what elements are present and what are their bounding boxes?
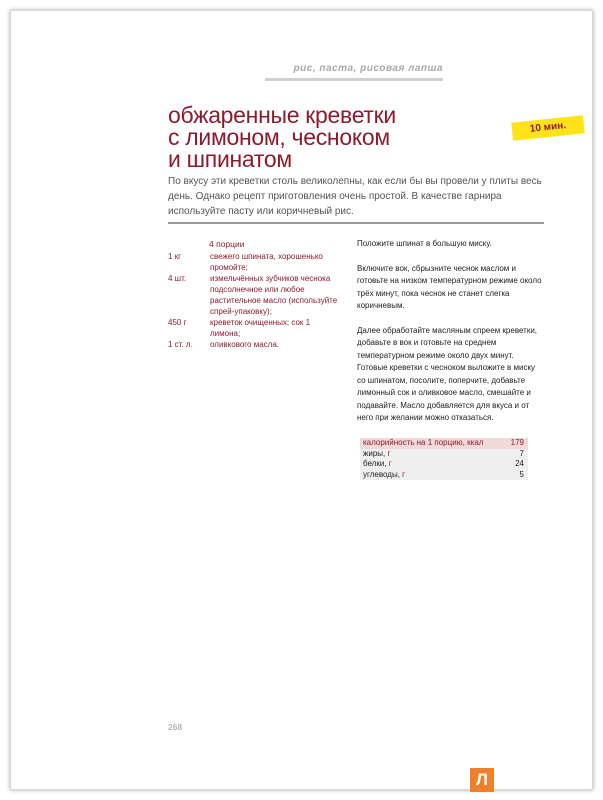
step-paragraph: Положите шпинат в большую миску. bbox=[357, 239, 492, 248]
nutrition-unit: г bbox=[402, 469, 406, 479]
nutrition-row bbox=[360, 449, 528, 460]
nutrition-unit: ккал bbox=[467, 438, 484, 447]
ingredient-qty: 1 кг bbox=[168, 252, 182, 261]
nutrition-header-row bbox=[360, 438, 528, 449]
page-number: 268 bbox=[168, 722, 183, 732]
ingredient-qty: 4 шт. bbox=[168, 274, 187, 283]
nutrition-value: 5 bbox=[519, 469, 524, 479]
ingredient-text: измельчённых зубчиков чеснока подсолнечное или любое растительное масло (используйте спрей-упаковку); bbox=[210, 274, 338, 316]
time-badge: 10 мин. bbox=[511, 115, 584, 140]
nutrition-row bbox=[360, 459, 528, 470]
ingredient-qty: 450 г bbox=[168, 318, 187, 327]
title-line-1: обжаренные креветки bbox=[168, 102, 396, 128]
nutrition-value: 7 bbox=[519, 448, 524, 458]
title-line-3: и шпинатом bbox=[168, 146, 292, 172]
nutrition-unit: г bbox=[388, 459, 392, 468]
intro-divider bbox=[168, 222, 544, 224]
step-paragraph: Далее обработайте масляным спреем креветки, добавьте в вок и готовьте на среднем температурном режиме около двух минут. Готовые креветки с чесноком выложите в миску со шпинатом, посолите, поперчите, добавьте лимонный сок и оливковое масло, смешайте и подавайте. Масло добавляется для вкуса и от него при желании можно отказаться. bbox=[357, 325, 538, 422]
nutrition-label: углеводы, bbox=[363, 469, 400, 479]
recipe-intro: По вкусу эти креветки столь великолепны, как если бы вы провели у плиты весь день. Однако рецепт приготовления очень простой. В качестве гарнира используйте пасту или коричневый рис. bbox=[168, 176, 542, 217]
recipe-title bbox=[168, 104, 468, 170]
nutrition-value: 24 bbox=[515, 459, 524, 468]
ingredient-qty: 1 ст. л. bbox=[168, 340, 193, 349]
section-divider bbox=[265, 78, 443, 81]
nutrition-label: калорийность на 1 порцию, bbox=[363, 438, 465, 447]
step-paragraph: Включите вок, сбрызните чеснок маслом и готовьте на низком температурном режиме около трёх минут, пока чеснок не станет слегка коричневым. bbox=[357, 263, 542, 310]
servings-label: 4 порции bbox=[209, 239, 245, 249]
method-steps bbox=[357, 238, 545, 425]
nutrition-label: белки, bbox=[363, 459, 387, 468]
ingredient-text: оливкового масла. bbox=[210, 340, 280, 349]
nutrition-row bbox=[360, 470, 528, 481]
nutrition-table bbox=[360, 438, 528, 480]
publisher-logo-icon[interactable]: Л bbox=[470, 768, 494, 792]
ingredient-text: креветок очищенных; сок 1 лимона; bbox=[210, 318, 311, 338]
nutrition-unit: г bbox=[387, 448, 391, 458]
nutrition-label: жиры, bbox=[363, 448, 386, 458]
title-line-2: с лимоном, чесноком bbox=[168, 124, 390, 150]
ingredient-text: свежего шпината, хорошенько промойте; bbox=[210, 252, 323, 272]
section-header: рис, паста, рисовая лапша bbox=[293, 63, 443, 74]
nutrition-value: 179 bbox=[510, 438, 524, 447]
